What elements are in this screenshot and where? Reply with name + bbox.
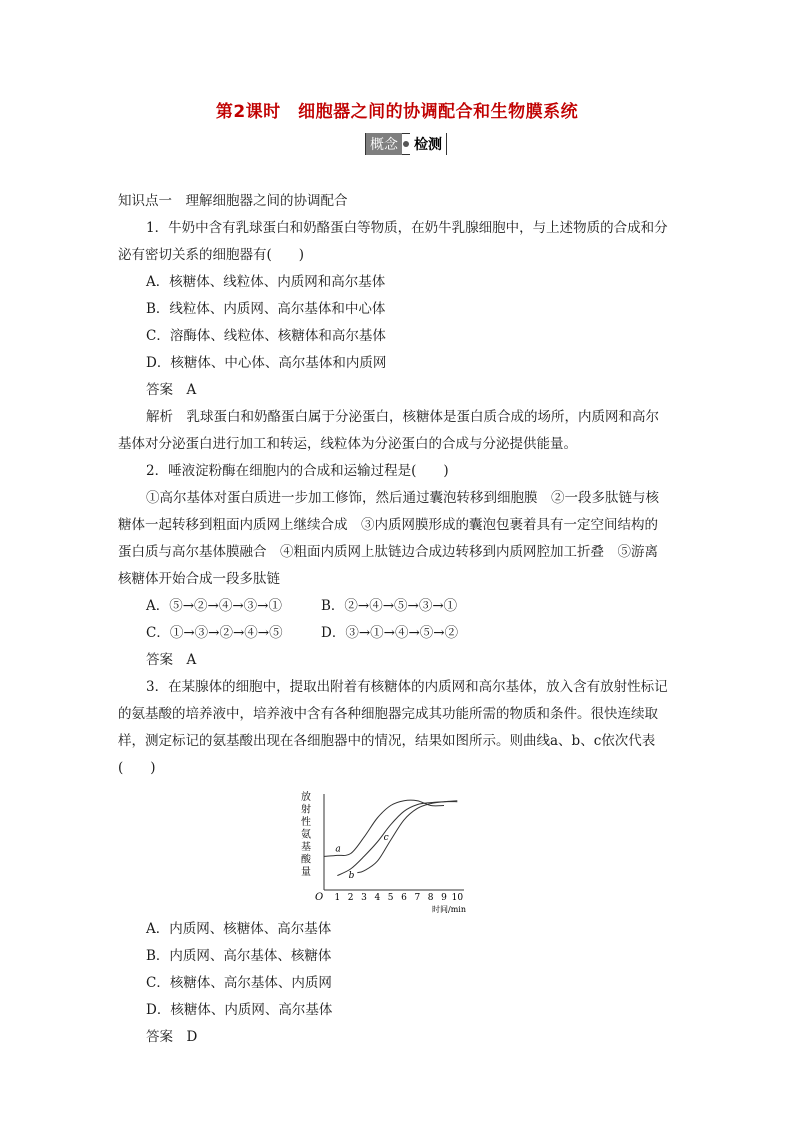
q2-options-row2 — [118, 620, 678, 647]
q2-options-row1 — [118, 593, 678, 620]
q3-option-b: B．内质网、高尔基体、核糖体 — [146, 948, 332, 964]
q1-answer — [118, 377, 678, 404]
section-heading: 知识点一 理解细胞器之间的协调配合 — [118, 193, 348, 209]
q3-stem-line1: 3．在某腺体的细胞中，提取出附着有核糖体的内质网和高尔基体，放入含有放射性标记 — [146, 679, 668, 695]
x-tick-label: 4 — [374, 893, 381, 903]
q2-option-a: A．⑤→②→④→③→① — [146, 598, 282, 614]
q1-stem-line2: 泌有密切关系的细胞器有( ) — [118, 247, 305, 263]
answer-value: A — [186, 382, 197, 398]
q3-chart — [294, 786, 479, 914]
page-title: 第2课时 细胞器之间的协调配合和生物膜系统 — [215, 102, 579, 122]
q3-answer — [118, 1024, 678, 1051]
x-axis-label: 时间/min — [432, 905, 466, 914]
x-tick-label: 8 — [427, 893, 434, 903]
q3-option-d: D．核糖体、内质网、高尔基体 — [146, 1002, 333, 1018]
answer-value: A — [186, 652, 197, 668]
content — [118, 188, 678, 1051]
q3-option-c: C．核糖体、高尔基体、内质网 — [146, 975, 332, 991]
x-tick-label: 6 — [401, 893, 407, 903]
x-tick-label: 9 — [441, 893, 447, 903]
y-axis-label — [301, 790, 312, 878]
answer-label: 答案 — [146, 652, 173, 668]
analysis-label: 解析 — [146, 409, 173, 425]
x-tick-label: 3 — [361, 893, 367, 903]
q3-figure — [118, 782, 678, 916]
x-tick-label: 1 — [334, 893, 341, 903]
q2-option-c: C．①→③→②→④→⑤ — [146, 625, 283, 641]
origin-label: O — [315, 892, 324, 903]
answer-label: 答案 — [146, 1029, 173, 1045]
badge-dot-icon — [403, 141, 409, 147]
x-tick-label: 7 — [414, 893, 421, 903]
analysis-text: 乳球蛋白和奶酪蛋白属于分泌蛋白，核糖体是蛋白质合成的场所，内质网和高尔 — [186, 409, 659, 425]
q2-steps-line3: 蛋白质与高尔基体膜融合 ④粗面内质网上肽链边合成边转移到内质网腔加工折叠 ⑤游离 — [118, 544, 658, 560]
q1-option-d: D．核糖体、中心体、高尔基体和内质网 — [146, 355, 387, 371]
q1-option-b: B．线粒体、内质网、高尔基体和中心体 — [146, 301, 386, 317]
q1-analysis-line1 — [118, 404, 678, 431]
curve-c — [357, 801, 457, 873]
x-tick-label: 2 — [347, 893, 354, 903]
curve-label-b: b — [348, 870, 355, 881]
q3-stem-line3: 样，测定标记的氨基酸出现在各细胞器中的情况，结果如图所示。则曲线a、b、c依次代表( ) — [118, 733, 656, 776]
x-tick-label: 10 — [451, 893, 464, 903]
concept-check-badge — [365, 133, 447, 155]
y-axis-label-text: 放射性氨基酸量 — [301, 792, 311, 878]
badge-check: 检测 — [410, 133, 446, 155]
q2-stem: 2．唾液淀粉酶在细胞内的合成和运输过程是( ) — [146, 463, 449, 479]
q1-stem-line1: 1．牛奶中含有乳球蛋白和奶酪蛋白等物质，在奶牛乳腺细胞中，与上述物质的合成和分 — [146, 220, 668, 236]
q1-option-a: A．核糖体、线粒体、内质网和高尔基体 — [146, 274, 386, 290]
q2-steps-line2: 糖体一起转移到粗面内质网上继续合成 ③内质网膜形成的囊泡包裹着具有一定空间结构的 — [118, 517, 658, 533]
q1-analysis-line2: 基体对分泌蛋白进行加工和转运，线粒体为分泌蛋白的合成与分泌提供能量。 — [118, 436, 577, 452]
badge-concept: 概念 — [366, 133, 402, 155]
q3-option-a: A．内质网、核糖体、高尔基体 — [146, 921, 332, 937]
q2-option-d: D．③→①→④→⑤→② — [321, 625, 459, 641]
q1-option-c: C．溶酶体、线粒体、核糖体和高尔基体 — [146, 328, 386, 344]
curve-label-c: c — [383, 833, 389, 844]
q2-steps-line1: ①高尔基体对蛋白质进一步加工修饰，然后通过囊泡转移到细胞膜 ②一段多肽链与核 — [146, 490, 659, 506]
curve-a — [324, 800, 444, 856]
curve-label-a: a — [335, 844, 341, 855]
q3-stem-line2: 的氨基酸的培养液中，培养液中含有各种细胞器完成其功能所需的物质和条件。很快连续取 — [118, 706, 658, 722]
x-tick-label: 5 — [387, 893, 394, 903]
curve-b — [337, 802, 457, 876]
q2-answer — [118, 647, 678, 674]
answer-value: D — [186, 1029, 198, 1045]
answer-label: 答案 — [146, 382, 173, 398]
q2-option-b: B．②→④→⑤→③→① — [321, 598, 458, 614]
q2-steps-line4: 核糖体开始合成一段多肽链 — [118, 571, 280, 587]
